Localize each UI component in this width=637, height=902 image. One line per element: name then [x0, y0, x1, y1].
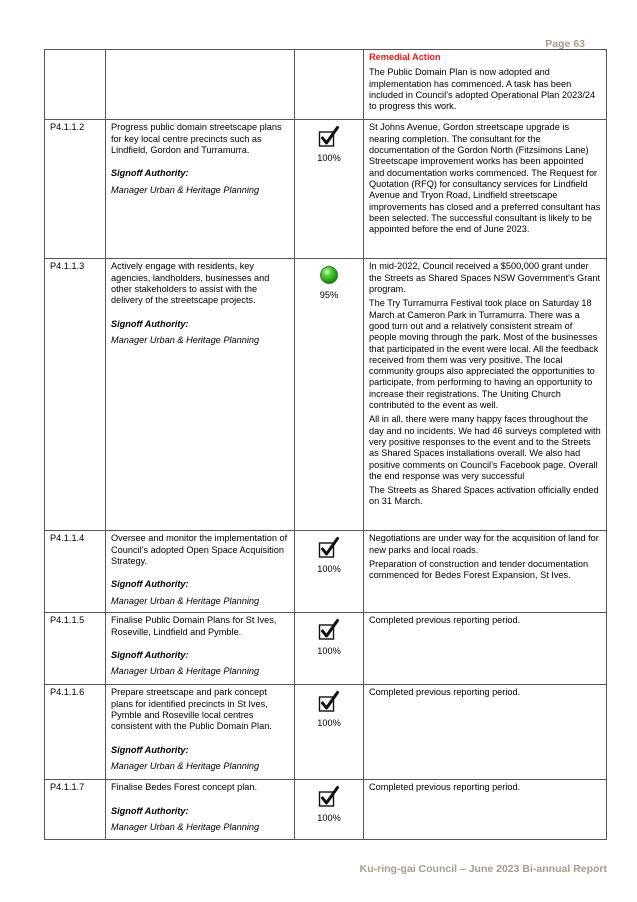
action-cell: [106, 120, 295, 259]
signoff-authority-name: Manager Urban & Heritage Planning: [111, 184, 260, 195]
code-cell: [45, 50, 106, 120]
checkmark-icon: [300, 126, 358, 151]
completion-percent: 100%: [317, 645, 341, 656]
action-description: Progress public domain streetscape plans for key local centre precincts such as Lindfield, Gordon and Turramurra.: [111, 122, 282, 156]
action-description: Finalise Public Domain Plans for St Ives, Roseville, Lindfield and Pymble.: [111, 615, 277, 637]
comment-cell: [364, 120, 607, 259]
table-row: [45, 259, 607, 531]
comment-paragraph: Completed previous reporting period.: [369, 782, 521, 793]
action-code: P4.1.1.2: [45, 120, 106, 259]
action-cell: [106, 531, 295, 613]
comment-cell: [364, 259, 607, 531]
checkmark-icon: [300, 537, 358, 562]
action-cell: [106, 685, 295, 780]
status-cell: [295, 120, 364, 259]
signoff-authority-name: Manager Urban & Heritage Planning: [111, 334, 260, 345]
checkmark-icon: [300, 619, 358, 644]
status-cell: [295, 50, 364, 120]
status-cell: [295, 780, 364, 840]
comment-paragraph: The Streets as Shared Spaces activation officially ended on 31 March.: [369, 485, 599, 507]
table-row: [45, 613, 607, 685]
operational-plan-table: [44, 49, 607, 840]
comment-cell: [364, 531, 607, 613]
action-description: Oversee and monitor the implementation of Council’s adopted Open Space Acquisition Strategy.: [111, 533, 288, 567]
completion-percent: 95%: [319, 289, 339, 300]
completion-percent: 100%: [317, 812, 341, 823]
signoff-authority-label: Signoff Authority:: [111, 744, 189, 755]
signoff-authority-label: Signoff Authority:: [111, 805, 189, 816]
action-code: P4.1.1.7: [45, 780, 106, 840]
action-cell: [106, 780, 295, 840]
page-number: Page 63: [545, 38, 585, 50]
action-cell: [106, 259, 295, 531]
signoff-authority-label: Signoff Authority:: [111, 579, 189, 590]
comment-paragraph: Negotiations are under way for the acquisition of land for new parks and local roads.: [369, 533, 599, 555]
status-cell: [295, 259, 364, 531]
remedial-action-label: Remedial Action: [369, 52, 441, 62]
completion-percent: 100%: [317, 717, 341, 728]
table-row: [45, 120, 607, 259]
signoff-authority-name: Manager Urban & Heritage Planning: [111, 595, 260, 606]
checkmark-icon: [300, 691, 358, 716]
remedial-action-text: The Public Domain Plan is now adopted and implementation has commenced. A task has been included in Council’s adopted Operational Plan 2023/24 to progress this work.: [369, 67, 596, 112]
signoff-authority-name: Manager Urban & Heritage Planning: [111, 760, 260, 771]
green-status-icon: [300, 265, 358, 288]
table-row-remedial: [45, 50, 607, 120]
comment-cell: [364, 685, 607, 780]
signoff-authority-label: Signoff Authority:: [111, 318, 189, 329]
comment-paragraph: Completed previous reporting period.: [369, 687, 521, 698]
comment-paragraph: Completed previous reporting period.: [369, 615, 521, 626]
action-cell: [106, 50, 295, 120]
action-description: Prepare streetscape and park concept plans for identified precincts in St Ives, Pymble and Roseville local centres consistent with the Public Domain Plan.: [111, 687, 272, 732]
action-cell: [106, 613, 295, 685]
completion-percent: 100%: [317, 152, 341, 163]
action-description: Finalise Bedes Forest concept plan.: [111, 782, 258, 793]
status-cell: [295, 613, 364, 685]
comment-paragraph: All in all, there were many happy faces throughout the day and no incidents. We had 46 surveys completed with very positive responses to the event and to the Streets as Shared Spaces installations overall. We also had positive comments on Council’s Facebook page. Overall the end response was very successful: [369, 414, 601, 481]
comment-cell: [364, 613, 607, 685]
comment-paragraph: St Johns Avenue, Gordon streetscape upgrade is nearing completion. The consultant for the documentation of the Gordon North (Fitzsimons Lane) Streetscape improvement works has been appointed and documentation works commenced. The Request for Quotation (RFQ) for consultancy services for Lindfield Avenue and Tryon Road, Lindfield streetscape improvements has closed and a preferred consultant has been selected. The successful consultant is likely to be appointed before the end of June 2023.: [369, 122, 601, 235]
table-row: [45, 780, 607, 840]
report-footer: Ku-ring-gai Council – June 2023 Bi-annual Report: [359, 863, 607, 875]
checkmark-icon: [300, 786, 358, 811]
signoff-authority-name: Manager Urban & Heritage Planning: [111, 822, 260, 833]
status-cell: [295, 531, 364, 613]
comment-paragraph: The Try Turramurra Festival took place on Saturday 18 March at Cameron Park in Turramurra. There was a good turn out and a relatively consistent stream of people moving through the park. Most of the businesses that participated in the event were local. All the feedback received from them was very positive. The local community groups also appreciated the opportunities to participate, from performing to having an opportunity to increase their registrations. The Uniting Church contributed to the event as well.: [369, 298, 599, 411]
table-row: [45, 531, 607, 613]
action-code: P4.1.1.3: [45, 259, 106, 531]
action-code: P4.1.1.4: [45, 531, 106, 613]
completion-percent: 100%: [317, 563, 341, 574]
comment-cell: [364, 780, 607, 840]
comment-cell: [364, 50, 607, 120]
action-description: Actively engage with residents, key agencies, landholders, businesses and other stakeholders to assist with the delivery of the streetscape projects.: [111, 261, 270, 306]
signoff-authority-label: Signoff Authority:: [111, 168, 189, 179]
signoff-authority-name: Manager Urban & Heritage Planning: [111, 666, 260, 677]
comment-paragraph: Preparation of construction and tender documentation commenced for Bedes Forest Expansion, St Ives.: [369, 559, 589, 581]
table-row: [45, 685, 607, 780]
action-code: P4.1.1.5: [45, 613, 106, 685]
status-cell: [295, 685, 364, 780]
signoff-authority-label: Signoff Authority:: [111, 650, 189, 661]
comment-paragraph: In mid-2022, Council received a $500,000 grant under the Streets as Shared Spaces NSW Government's Grant program.: [369, 261, 601, 295]
action-code: P4.1.1.6: [45, 685, 106, 780]
